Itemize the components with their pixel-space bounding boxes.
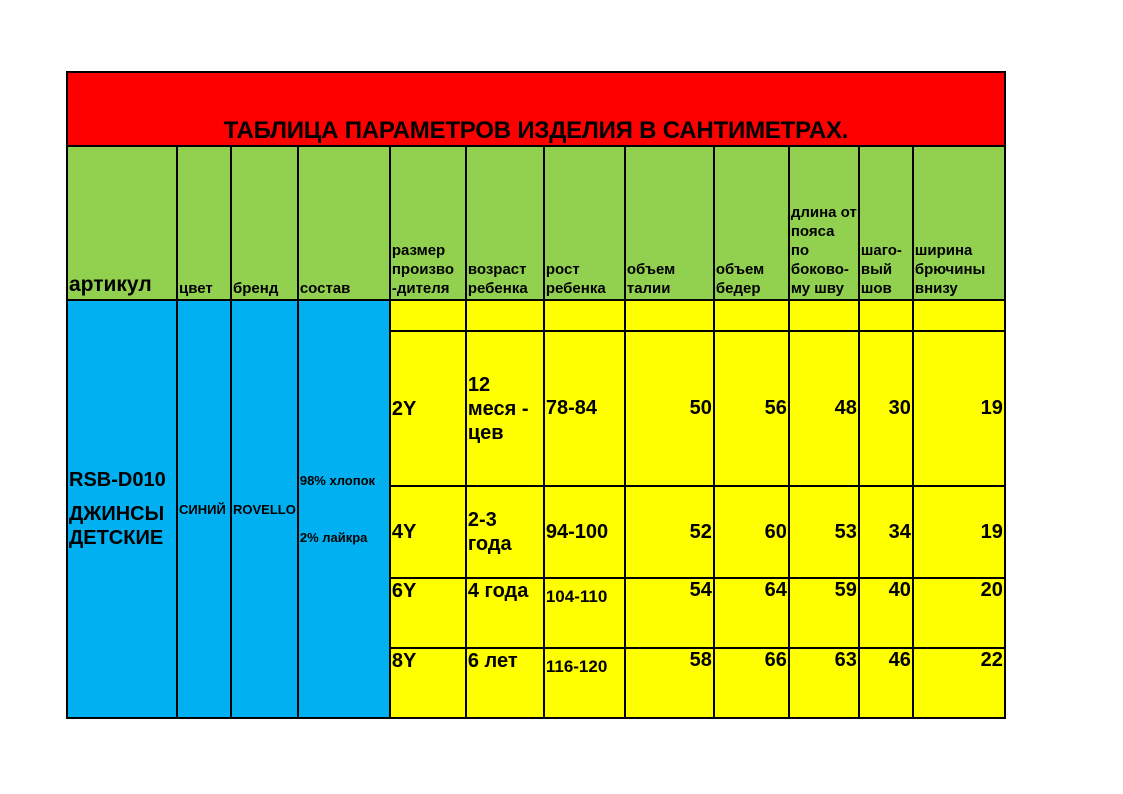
composition-cotton: 98% хлопок — [299, 473, 376, 488]
size-parameters-table — [66, 71, 1006, 719]
age-cell: 6 лет — [466, 648, 544, 718]
article-code: RSB-D010 — [69, 469, 166, 491]
hips-cell: 64 — [714, 578, 789, 648]
blank-cell — [544, 300, 625, 331]
header-inseam: шаго-вый шов — [859, 146, 913, 300]
composition-lycra: 2% лайкра — [299, 530, 368, 545]
header-composition: состав — [298, 146, 390, 300]
blank-cell — [466, 300, 544, 331]
length-cell: 48 — [789, 331, 859, 486]
header-waist: объем талии — [625, 146, 714, 300]
waist-cell: 52 — [625, 486, 714, 578]
header-leg-width: ширина брючины внизу — [913, 146, 1005, 300]
blank-cell — [913, 300, 1005, 331]
table-title: ТАБЛИЦА ПАРАМЕТРОВ ИЗДЕЛИЯ В САНТИМЕТРАХ. — [67, 72, 1005, 146]
leg-width-cell: 20 — [913, 578, 1005, 648]
hips-cell: 66 — [714, 648, 789, 718]
inseam-cell: 40 — [859, 578, 913, 648]
age-cell: 4 года — [466, 578, 544, 648]
hips-cell: 56 — [714, 331, 789, 486]
blank-cell — [789, 300, 859, 331]
inseam-cell: 46 — [859, 648, 913, 718]
height-cell: 78-84 — [544, 331, 625, 486]
size-cell: 4Y — [390, 486, 466, 578]
product-article-cell — [67, 300, 177, 718]
blank-cell — [390, 300, 466, 331]
blank-cell — [859, 300, 913, 331]
product-color: СИНИЙ — [177, 300, 231, 718]
leg-width-cell: 19 — [913, 486, 1005, 578]
hips-cell: 60 — [714, 486, 789, 578]
blank-cell — [625, 300, 714, 331]
age-cell: 12 меся - цев — [466, 331, 544, 486]
header-length: длина от пояса по боково-му шву — [789, 146, 859, 300]
waist-cell: 50 — [625, 331, 714, 486]
length-cell: 59 — [789, 578, 859, 648]
age-cell: 2-3 года — [466, 486, 544, 578]
length-cell: 53 — [789, 486, 859, 578]
header-age: возраст ребенка — [466, 146, 544, 300]
product-brand: ROVELLO — [231, 300, 298, 718]
height-cell: 104-110 — [544, 578, 625, 648]
header-height: рост ребенка — [544, 146, 625, 300]
blank-cell — [714, 300, 789, 331]
header-brand: бренд — [231, 146, 298, 300]
inseam-cell: 34 — [859, 486, 913, 578]
header-article: артикул — [67, 146, 177, 300]
header-size: размер произво -дителя — [390, 146, 466, 300]
leg-width-cell: 19 — [913, 331, 1005, 486]
size-cell: 2Y — [390, 331, 466, 486]
article-name: ДЖИНСЫ ДЕТСКИЕ — [69, 503, 165, 549]
length-cell: 63 — [789, 648, 859, 718]
leg-width-cell: 22 — [913, 648, 1005, 718]
waist-cell: 58 — [625, 648, 714, 718]
inseam-cell: 30 — [859, 331, 913, 486]
height-cell: 116-120 — [544, 648, 625, 718]
size-cell: 6Y — [390, 578, 466, 648]
waist-cell: 54 — [625, 578, 714, 648]
header-hips: объем бедер — [714, 146, 789, 300]
header-color: цвет — [177, 146, 231, 300]
height-cell: 94-100 — [544, 486, 625, 578]
product-composition — [298, 300, 390, 718]
size-cell: 8Y — [390, 648, 466, 718]
